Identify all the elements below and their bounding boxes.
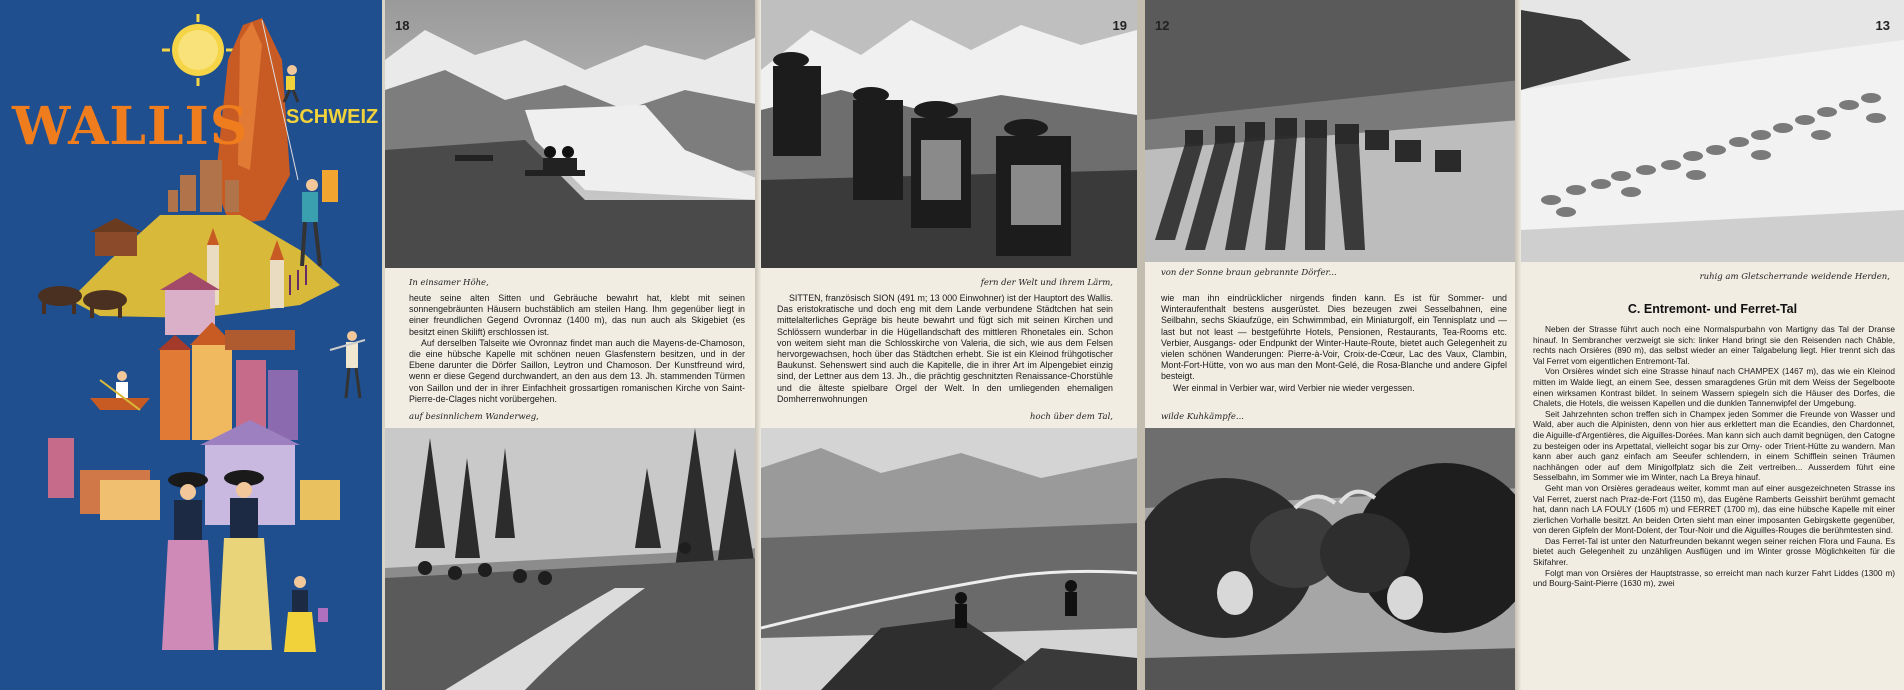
page-13 — [1521, 0, 1904, 690]
page-number: 18 — [395, 18, 410, 33]
paragraph: Folgt man von Orsières der Hauptstrasse, so erreicht man nach kurzer Fahrt Liddes (1300 m) und Bourg-Saint-Pierre (1630 m), zwei — [1533, 567, 1895, 589]
body-text — [1533, 324, 1895, 589]
photo-valley-view — [761, 428, 1137, 690]
man-with-basket — [302, 170, 338, 266]
body-text — [1161, 293, 1507, 394]
page-12 — [1145, 0, 1521, 690]
paragraph: wie man ihn eindrücklicher nirgends finden kann. Es ist für Sommer- und Winteraufenthalt bestens ausgerüstet. Dies bezeugen zwei Sesselbahnen, eine Seilbahn, sechs Skiaufzüge, ein Schwimmbad, ein Miniaturgolf, ein Tennisplatz und — last but not least — bestgeführte Hotels, Pensionen, Restaurants, Tea-Rooms etc. Verbier, Ausgangs- oder Endpunkt der Winter-Haute-Route, bietet auch Gelegenheit zu vielen schönen Wanderungen: Pierre-à-Voir, Croix-de-Cœur, Lac des Vaux, Clambin, Mont-Fort-Hütte, von wo aus man den Mont-Gelé, die Rosa-Blanche und andere Gipfel besteigt. — [1161, 293, 1507, 382]
photo-forest-path — [385, 428, 761, 690]
paragraph: Seit Jahrzehnten schon treffen sich in Champex jeden Sommer die Freunde von Wasser und Wald, aber auch die Alpinisten, denn von hier aus erklettert man die Ecandies, den Chardonnet, die Aiguille-d'Argentières, die Aiguilles-Dorées. Man kann sich auch damit begnügen, den Catogne zu besteigen oder ins Arpettatal, vielleicht sogar bis zur Orny- oder Trient-Hütte zu wandern. Man kann aber auch ganz einfach am Seeufer schlendern, in einem Schifflein seinen Träumen nachhängen oder auf dem Minigolfplatz sich die Zeit vertreiben... Ausserdem führt eine Sesselbahn, im Sommer wie im Winter, nach La Breya hinauf. — [1533, 408, 1895, 483]
page-number: 12 — [1155, 18, 1170, 33]
paragraph: Das Ferret-Tal ist unter den Naturfreunden bekannt wegen seiner reichen Flora und Fauna. Es bietet auch Gelegenheit zu unzähligen Ausflügen und im Winter grosse Möglichkeiten für die Skifahrer. — [1533, 535, 1895, 568]
paragraph: SITTEN, französisch SION (491 m; 13 000 Einwohner) ist der Hauptort des Wallis. Das eristokratische und doch eng mit dem Lande verbundene Städtchen hat sein mittelalterliches Gepräge bis heute bewahrt und fügt sich mit seinen Kirchen und Schlössern wunderbar in die Hügellandschaft des mittleren Rhonetales ein. Schon von weitem sieht man die Schlosskirche von Valeria, die sich, wie aus dem Felsen hervorgewachsen, hoch über das Städtchen erhebt. Sie ist ein Kleinod frühgotischer Baukunst. Sehenswert sind auch die Kapitelle, die in ihrer Art im Alpengebiet einzig sind, der Lettner aus dem 13. Jh., die prächtig geschnitzten Renaissance-Chorstühle und die älteste spielbare Orgel der Welt. In den umliegenden ehemaligen Domherrenwohnungen — [777, 293, 1113, 404]
paragraph: Wer einmal in Verbier war, wird Verbier nie wieder vergessen. — [1173, 382, 1415, 393]
section-heading: C. Entremont- und Ferret-Tal — [1627, 302, 1798, 316]
paragraph: Geht man von Orsières geradeaus weiter, kommt man auf einer ausgezeichneten Strasse ins Val Ferret, zuerst nach Praz-de-Fort (1150 m), das Eugène Ramberts Geisshirt berühmt gemacht hat, dann nach LA FOULY (1605 m) und FERRET (1700 m), das eine hübsche Kapelle mit einer zierlichen Vorhalle besitzt. An beiden Orten sieht man einer imposanten Gebirgskette gegenüber, von deren Gipfeln der Mont-Dolent, der Tour-Noir und die Aiguilles-Rouges die berühmtesten sind. — [1533, 482, 1895, 536]
paragraph: Neben der Strasse führt auch noch eine Normalspurbahn von Martigny das Tal der Dranse hinauf. In Sembrancher verzweigt sie sich: linker Hand bringt sie den Reisenden nach Châble, rechts nach Orsières (890 m), das selbst wieder an einer Talgabelung liegt. Hier trennt sich das Val Ferret vom eigentlichen Entremont-Tal. — [1533, 324, 1895, 366]
photo-hikers-resting — [761, 0, 1137, 268]
photo-caption: hoch über dem Tal, — [1030, 412, 1113, 422]
page-number: 19 — [1112, 18, 1127, 33]
body-text — [777, 293, 1113, 405]
photo-caption: fern der Welt und ihrem Lärm, — [980, 278, 1113, 288]
body-text — [409, 293, 745, 405]
page-18 — [385, 0, 761, 690]
photo-caption: auf besinnlichem Wanderweg, — [409, 412, 539, 422]
page-number: 13 — [1875, 18, 1890, 33]
photo-village-slope — [1145, 0, 1521, 262]
photo-caption: wilde Kuhkämpfe... — [1161, 412, 1244, 422]
cover-subtitle: SCHWEIZ — [286, 106, 379, 128]
spread-divider — [1137, 0, 1145, 690]
photo-cow-fight — [1145, 428, 1521, 690]
paragraph: Von Orsières windet sich eine Strasse hinauf nach CHAMPEX (1467 m), das wie ein Kleinod mitten im Walde liegt, an einem See, dessen smaragdenes Grün mit dem Weiss der Segelboote einen wirksamen Kontrast bildet. In seinem Wassern spiegeln sich die Häuser des Dorfes, die Chalets, die Hotels, die weissen Kapellen und die dunklen Tannenwipfel der Umgebung. — [1533, 366, 1895, 409]
paragraph: Auf derselben Talseite wie Ovronnaz findet man auch die Mayens-de-Chamoson, die eine hübsche Kapelle mit schönen neuen Glasfenstern besitzen, und in der Ebene darunter die Dörfer Saillon, Leytron und Chamoson. Der Kunstfreund wird, wenn er diese Gegend durchwandert, an den aus dem 13. Jh. stammenden Türmen von Saillon und der in ihrer Einfachheit grossartigen romanischen Kirche von Saint-Pierre-de-Clages nicht vorübergehen. — [409, 337, 745, 404]
photo-glacier-bench — [385, 0, 761, 268]
cover-title: WALLIS — [12, 96, 249, 157]
photo-caption: von der Sonne braun gebrannte Dörfer... — [1161, 268, 1337, 278]
photo-sheep-flock — [1521, 0, 1904, 262]
photo-caption: In einsamer Höhe, — [409, 278, 489, 288]
boat-figure — [90, 371, 150, 410]
hiker-figure — [330, 331, 365, 398]
photo-caption: ruhig am Gletscherrande weidende Herden, — [1699, 272, 1890, 282]
chalet — [90, 218, 142, 256]
page-19 — [761, 0, 1137, 690]
paragraph: heute seine alten Sitten und Gebräuche bewahrt hat, klebt mit seinen sonnengebräunten Häusern buchstäblich am steilen Hang. Ihm gegenüber liegt in einer freundlichen Gegend Ovronnaz (1400 m), das nun auch als Skigebiet (es besitzt einen Skilift) erschlossen ist. — [409, 293, 745, 337]
cover-panel — [0, 0, 385, 690]
sun-icon — [162, 14, 234, 86]
